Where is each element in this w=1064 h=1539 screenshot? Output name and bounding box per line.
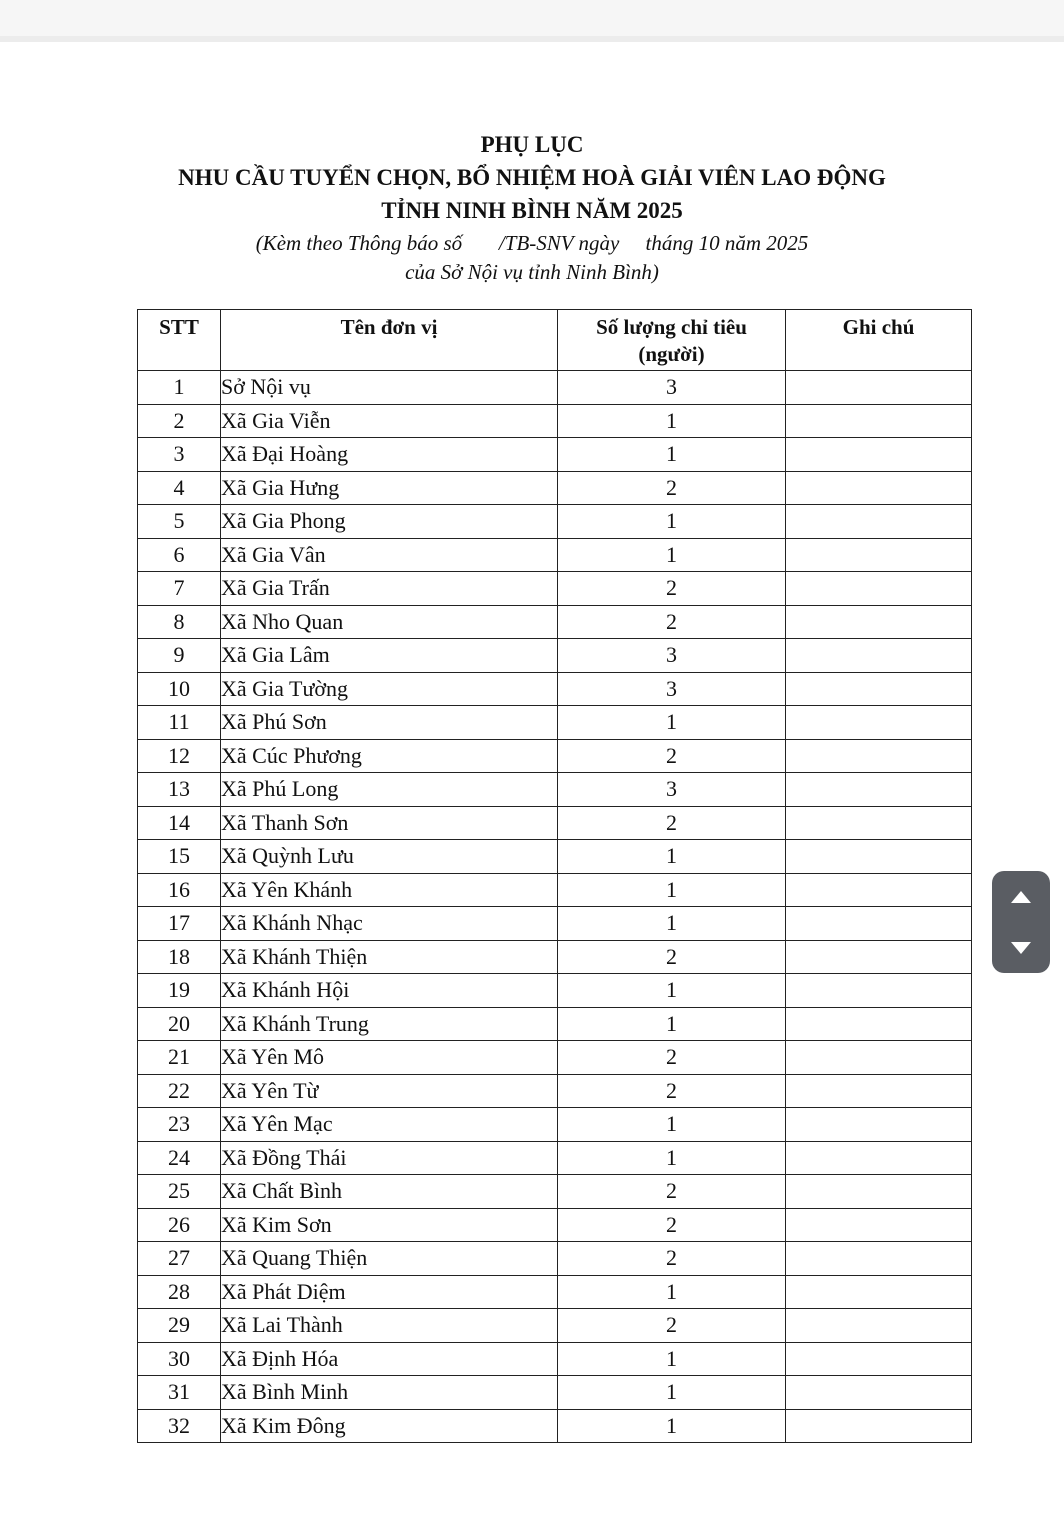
cell-note bbox=[786, 840, 972, 874]
cell-quantity: 1 bbox=[558, 1141, 786, 1175]
table-row bbox=[138, 739, 972, 773]
table-row bbox=[138, 471, 972, 505]
cell-quantity: 1 bbox=[558, 840, 786, 874]
cell-note bbox=[786, 773, 972, 807]
cell-stt: 11 bbox=[138, 706, 221, 740]
cell-note bbox=[786, 940, 972, 974]
document-note-line-2: của Sở Nội vụ tỉnh Ninh Bình) bbox=[405, 260, 659, 284]
column-header-quantity-line-2: (người) bbox=[638, 342, 705, 366]
triangle-up-icon bbox=[1010, 890, 1032, 904]
cell-stt: 4 bbox=[138, 471, 221, 505]
cell-note bbox=[786, 371, 972, 405]
cell-name: Xã Kim Sơn bbox=[221, 1208, 558, 1242]
cell-note bbox=[786, 1074, 972, 1108]
cell-note bbox=[786, 873, 972, 907]
cell-note bbox=[786, 639, 972, 673]
cell-note bbox=[786, 1309, 972, 1343]
cell-name: Xã Phú Sơn bbox=[221, 706, 558, 740]
cell-stt: 1 bbox=[138, 371, 221, 405]
table-row bbox=[138, 1342, 972, 1376]
cell-stt: 16 bbox=[138, 873, 221, 907]
cell-name: Xã Đồng Thái bbox=[221, 1141, 558, 1175]
cell-stt: 15 bbox=[138, 840, 221, 874]
table-row bbox=[138, 907, 972, 941]
cell-name: Xã Gia Vân bbox=[221, 538, 558, 572]
table-row bbox=[138, 538, 972, 572]
cell-stt: 23 bbox=[138, 1108, 221, 1142]
cell-note bbox=[786, 538, 972, 572]
cell-note bbox=[786, 1242, 972, 1276]
cell-quantity: 1 bbox=[558, 706, 786, 740]
cell-stt: 3 bbox=[138, 438, 221, 472]
cell-note bbox=[786, 605, 972, 639]
table-row bbox=[138, 438, 972, 472]
cell-quantity: 2 bbox=[558, 940, 786, 974]
cell-name: Sở Nội vụ bbox=[221, 371, 558, 405]
cell-note bbox=[786, 1175, 972, 1209]
cell-quantity: 2 bbox=[558, 1175, 786, 1209]
page-scroll-control bbox=[992, 871, 1050, 973]
cell-quantity: 2 bbox=[558, 1242, 786, 1276]
cell-name: Xã Gia Viễn bbox=[221, 404, 558, 438]
cell-quantity: 1 bbox=[558, 907, 786, 941]
cell-note bbox=[786, 1141, 972, 1175]
cell-stt: 25 bbox=[138, 1175, 221, 1209]
cell-name: Xã Kim Đông bbox=[221, 1409, 558, 1443]
table-row bbox=[138, 1175, 972, 1209]
cell-quantity: 2 bbox=[558, 605, 786, 639]
cell-stt: 5 bbox=[138, 505, 221, 539]
cell-stt: 12 bbox=[138, 739, 221, 773]
cell-stt: 31 bbox=[138, 1376, 221, 1410]
cell-note bbox=[786, 1007, 972, 1041]
cell-quantity: 1 bbox=[558, 1409, 786, 1443]
cell-stt: 29 bbox=[138, 1309, 221, 1343]
cell-name: Xã Gia Lâm bbox=[221, 639, 558, 673]
cell-note bbox=[786, 438, 972, 472]
cell-note bbox=[786, 806, 972, 840]
cell-name: Xã Đại Hoàng bbox=[221, 438, 558, 472]
table-row bbox=[138, 1141, 972, 1175]
cell-note bbox=[786, 1342, 972, 1376]
table-row bbox=[138, 1074, 972, 1108]
scroll-up-button[interactable] bbox=[992, 871, 1050, 922]
quota-table bbox=[137, 309, 972, 1443]
cell-note bbox=[786, 572, 972, 606]
table-row bbox=[138, 773, 972, 807]
table-row bbox=[138, 672, 972, 706]
cell-stt: 7 bbox=[138, 572, 221, 606]
cell-quantity: 3 bbox=[558, 371, 786, 405]
cell-note bbox=[786, 1409, 972, 1443]
cell-quantity: 1 bbox=[558, 974, 786, 1008]
table-row bbox=[138, 840, 972, 874]
cell-quantity: 1 bbox=[558, 1342, 786, 1376]
cell-quantity: 3 bbox=[558, 639, 786, 673]
table-row bbox=[138, 371, 972, 405]
cell-quantity: 1 bbox=[558, 873, 786, 907]
cell-quantity: 2 bbox=[558, 1074, 786, 1108]
cell-note bbox=[786, 907, 972, 941]
cell-stt: 8 bbox=[138, 605, 221, 639]
table-row bbox=[138, 806, 972, 840]
cell-name: Xã Phát Diệm bbox=[221, 1275, 558, 1309]
table-row bbox=[138, 505, 972, 539]
page-title: PHỤ LỤC bbox=[480, 132, 584, 157]
cell-note bbox=[786, 505, 972, 539]
column-header-quantity bbox=[558, 310, 786, 371]
cell-note bbox=[786, 706, 972, 740]
table-row bbox=[138, 639, 972, 673]
cell-quantity: 1 bbox=[558, 1007, 786, 1041]
cell-name: Xã Yên Từ bbox=[221, 1074, 558, 1108]
cell-name: Xã Quang Thiện bbox=[221, 1242, 558, 1276]
cell-stt: 6 bbox=[138, 538, 221, 572]
table-row bbox=[138, 1409, 972, 1443]
cell-stt: 9 bbox=[138, 639, 221, 673]
cell-name: Xã Gia Hưng bbox=[221, 471, 558, 505]
cell-name: Xã Yên Mô bbox=[221, 1041, 558, 1075]
cell-stt: 32 bbox=[138, 1409, 221, 1443]
table-row bbox=[138, 572, 972, 606]
table-row bbox=[138, 706, 972, 740]
cell-name: Xã Lai Thành bbox=[221, 1309, 558, 1343]
table-body bbox=[138, 371, 972, 1443]
cell-stt: 10 bbox=[138, 672, 221, 706]
cell-stt: 26 bbox=[138, 1208, 221, 1242]
cell-name: Xã Gia Tường bbox=[221, 672, 558, 706]
cell-stt: 20 bbox=[138, 1007, 221, 1041]
column-header-note: Ghi chú bbox=[786, 310, 972, 371]
cell-stt: 18 bbox=[138, 940, 221, 974]
cell-name: Xã Gia Phong bbox=[221, 505, 558, 539]
cell-quantity: 3 bbox=[558, 773, 786, 807]
column-header-name: Tên đơn vị bbox=[221, 310, 558, 371]
table-row bbox=[138, 404, 972, 438]
scroll-down-button[interactable] bbox=[992, 922, 1050, 973]
cell-name: Xã Khánh Hội bbox=[221, 974, 558, 1008]
cell-note bbox=[786, 1208, 972, 1242]
cell-quantity: 2 bbox=[558, 739, 786, 773]
cell-note bbox=[786, 471, 972, 505]
cell-name: Xã Gia Trấn bbox=[221, 572, 558, 606]
cell-quantity: 2 bbox=[558, 471, 786, 505]
cell-stt: 28 bbox=[138, 1275, 221, 1309]
cell-note bbox=[786, 1108, 972, 1142]
cell-stt: 17 bbox=[138, 907, 221, 941]
table-header-row bbox=[138, 310, 972, 371]
cell-note bbox=[786, 672, 972, 706]
cell-stt: 2 bbox=[138, 404, 221, 438]
table-row bbox=[138, 1376, 972, 1410]
cell-quantity: 3 bbox=[558, 672, 786, 706]
table-row bbox=[138, 1208, 972, 1242]
cell-name: Xã Nho Quan bbox=[221, 605, 558, 639]
document-heading bbox=[0, 128, 1064, 287]
cell-name: Xã Yên Mạc bbox=[221, 1108, 558, 1142]
cell-stt: 13 bbox=[138, 773, 221, 807]
cell-quantity: 2 bbox=[558, 1208, 786, 1242]
cell-quantity: 1 bbox=[558, 1275, 786, 1309]
cell-quantity: 2 bbox=[558, 1041, 786, 1075]
cell-name: Xã Cúc Phương bbox=[221, 739, 558, 773]
cell-note bbox=[786, 974, 972, 1008]
cell-name: Xã Khánh Thiện bbox=[221, 940, 558, 974]
document-subtitle-line-2: TỈNH NINH BÌNH NĂM 2025 bbox=[381, 198, 683, 223]
cell-stt: 30 bbox=[138, 1342, 221, 1376]
viewer-top-bar bbox=[0, 0, 1064, 42]
table-row bbox=[138, 605, 972, 639]
cell-quantity: 1 bbox=[558, 538, 786, 572]
cell-note bbox=[786, 1376, 972, 1410]
cell-stt: 22 bbox=[138, 1074, 221, 1108]
table-row bbox=[138, 940, 972, 974]
cell-stt: 19 bbox=[138, 974, 221, 1008]
cell-quantity: 2 bbox=[558, 1309, 786, 1343]
table-row bbox=[138, 974, 972, 1008]
cell-note bbox=[786, 1275, 972, 1309]
cell-stt: 27 bbox=[138, 1242, 221, 1276]
cell-quantity: 2 bbox=[558, 806, 786, 840]
cell-quantity: 1 bbox=[558, 404, 786, 438]
table-row bbox=[138, 873, 972, 907]
cell-name: Xã Khánh Nhạc bbox=[221, 907, 558, 941]
document-note-line-1: (Kèm theo Thông báo số /TB-SNV ngày tháng 10 năm 2025 bbox=[255, 231, 809, 255]
table-row bbox=[138, 1309, 972, 1343]
cell-quantity: 1 bbox=[558, 438, 786, 472]
triangle-down-icon bbox=[1010, 941, 1032, 955]
cell-name: Xã Khánh Trung bbox=[221, 1007, 558, 1041]
cell-quantity: 1 bbox=[558, 1108, 786, 1142]
table-row bbox=[138, 1275, 972, 1309]
cell-name: Xã Yên Khánh bbox=[221, 873, 558, 907]
cell-quantity: 2 bbox=[558, 572, 786, 606]
cell-note bbox=[786, 404, 972, 438]
cell-name: Xã Định Hóa bbox=[221, 1342, 558, 1376]
table-row bbox=[138, 1108, 972, 1142]
cell-name: Xã Phú Long bbox=[221, 773, 558, 807]
table-row bbox=[138, 1041, 972, 1075]
cell-note bbox=[786, 1041, 972, 1075]
cell-name: Xã Quỳnh Lưu bbox=[221, 840, 558, 874]
cell-stt: 14 bbox=[138, 806, 221, 840]
cell-note bbox=[786, 739, 972, 773]
cell-quantity: 1 bbox=[558, 505, 786, 539]
cell-name: Xã Bình Minh bbox=[221, 1376, 558, 1410]
column-header-stt: STT bbox=[138, 310, 221, 371]
cell-quantity: 1 bbox=[558, 1376, 786, 1410]
cell-stt: 21 bbox=[138, 1041, 221, 1075]
table-row bbox=[138, 1242, 972, 1276]
document-subtitle-line-1: NHU CẦU TUYỂN CHỌN, BỔ NHIỆM HOÀ GIẢI VIÊN LAO ĐỘNG bbox=[178, 165, 886, 190]
cell-stt: 24 bbox=[138, 1141, 221, 1175]
cell-name: Xã Chất Bình bbox=[221, 1175, 558, 1209]
table-row bbox=[138, 1007, 972, 1041]
cell-name: Xã Thanh Sơn bbox=[221, 806, 558, 840]
column-header-quantity-line-1: Số lượng chỉ tiêu bbox=[596, 315, 747, 339]
